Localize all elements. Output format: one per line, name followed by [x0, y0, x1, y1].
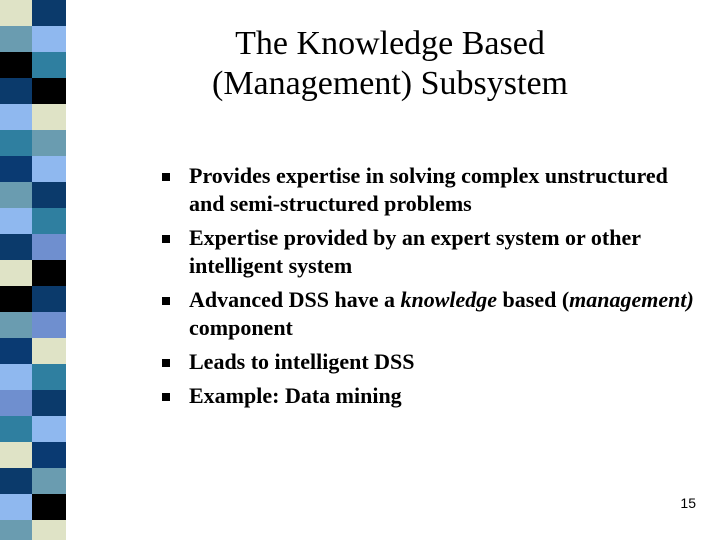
square-bullet-icon — [162, 359, 170, 367]
square-bullet-icon — [162, 393, 170, 401]
bullet-text-emphasis: management) — [569, 287, 694, 312]
bullet-item — [160, 286, 700, 342]
bullet-text-emphasis: knowledge — [400, 287, 498, 312]
bullet-item — [160, 382, 700, 410]
decorative-stripe — [0, 0, 66, 540]
slide-title — [150, 24, 630, 104]
square-bullet-icon — [162, 297, 170, 305]
square-bullet-icon — [162, 173, 170, 181]
bullet-text-part: Advanced DSS have a — [189, 287, 401, 312]
bullet-text: Example: Data mining — [189, 383, 402, 408]
bullet-item — [160, 162, 700, 218]
bullet-item — [160, 348, 700, 376]
square-bullet-icon — [162, 235, 170, 243]
slide-title-line-1: The Knowledge Based — [235, 25, 545, 62]
bullet-text: Expertise provided by an expert system or other intelligent system — [189, 225, 641, 278]
bullet-text-part: based ( — [497, 287, 570, 312]
bullet-list — [160, 162, 700, 416]
slide-title-line-2: (Management) Subsystem — [212, 65, 568, 102]
bullet-text: Leads to intelligent DSS — [189, 349, 415, 374]
bullet-text-part: component — [189, 315, 293, 340]
bullet-item — [160, 224, 700, 280]
page-number: 15 — [680, 495, 696, 511]
bullet-text: Provides expertise in solving complex unstructured and semi-structured problems — [189, 163, 668, 216]
